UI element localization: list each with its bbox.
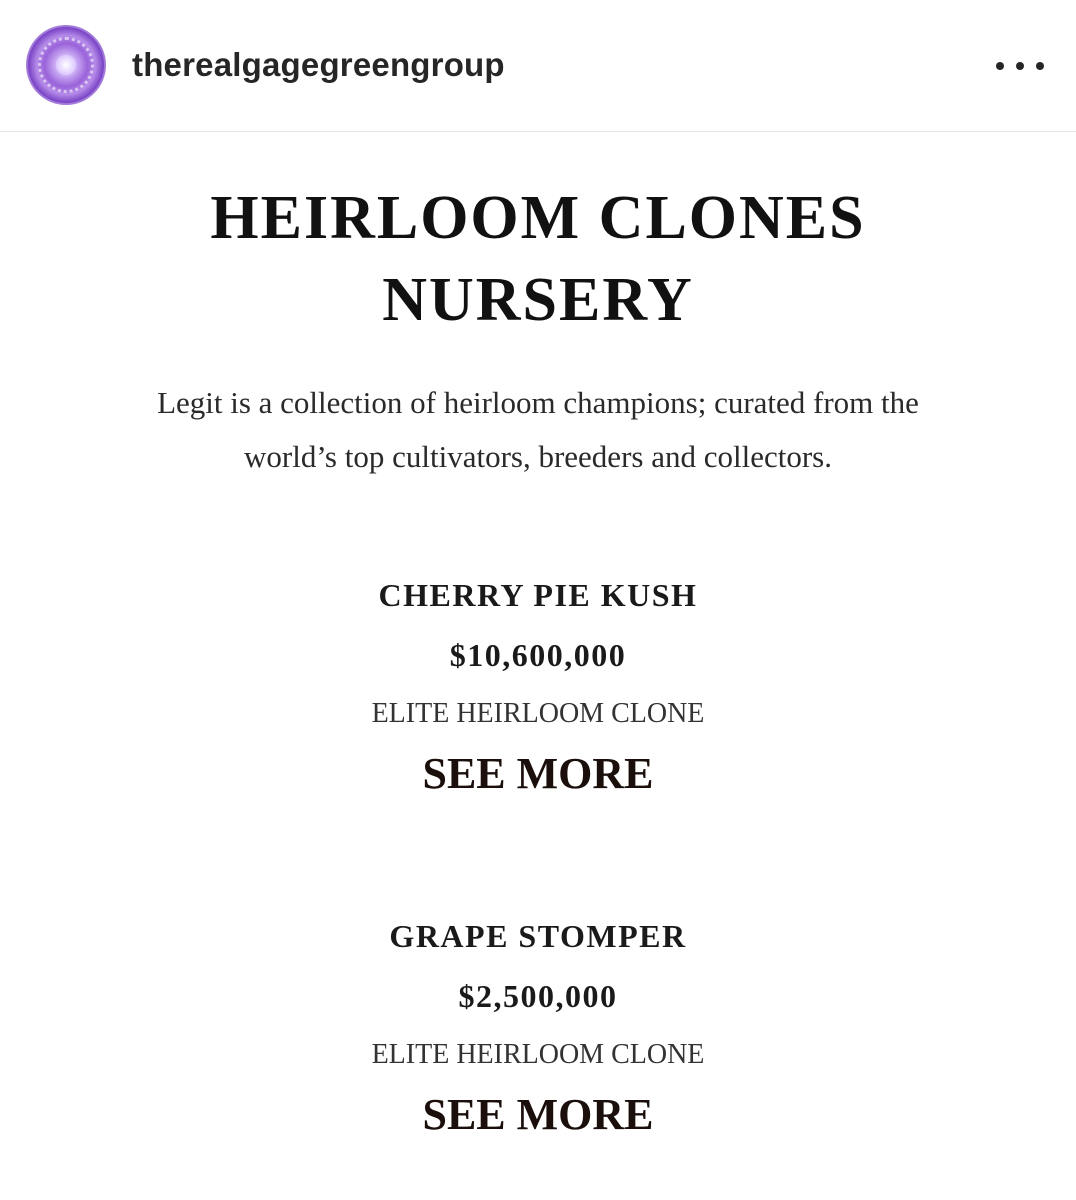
- more-horizontal-icon-dot-3: [1036, 62, 1044, 70]
- product-name: GRAPE STOMPER: [389, 918, 687, 954]
- see-more-button[interactable]: SEE MORE: [422, 1090, 654, 1139]
- profile-avatar[interactable]: [26, 25, 106, 105]
- title-line-2: NURSERY: [382, 266, 694, 334]
- more-options-button[interactable]: [992, 46, 1048, 86]
- username-link[interactable]: therealgagegreengroup: [132, 46, 505, 83]
- post-header: [0, 0, 1076, 132]
- product-tag: ELITE HEIRLOOM CLONE: [371, 1039, 705, 1070]
- description-line-2: world’s top cultivators, breeders and collectors.: [244, 439, 832, 474]
- nursery-description: [0, 376, 1076, 484]
- avatar-core-decoration: [56, 55, 76, 75]
- product-tag: ELITE HEIRLOOM CLONE: [371, 698, 705, 729]
- more-horizontal-icon-dot-2: [1016, 62, 1024, 70]
- product-price: $2,500,000: [458, 978, 618, 1014]
- more-horizontal-icon-dot-1: [996, 62, 1004, 70]
- product-price: $10,600,000: [449, 637, 627, 673]
- post-image[interactable]: [0, 133, 1076, 1200]
- see-more-button[interactable]: SEE MORE: [422, 749, 654, 798]
- description-line-1: Legit is a collection of heirloom champions; curated from the: [157, 385, 919, 420]
- title-line-1: HEIRLOOM CLONES: [210, 184, 866, 252]
- product-name: CHERRY PIE KUSH: [378, 577, 698, 613]
- page-title: [0, 177, 1076, 341]
